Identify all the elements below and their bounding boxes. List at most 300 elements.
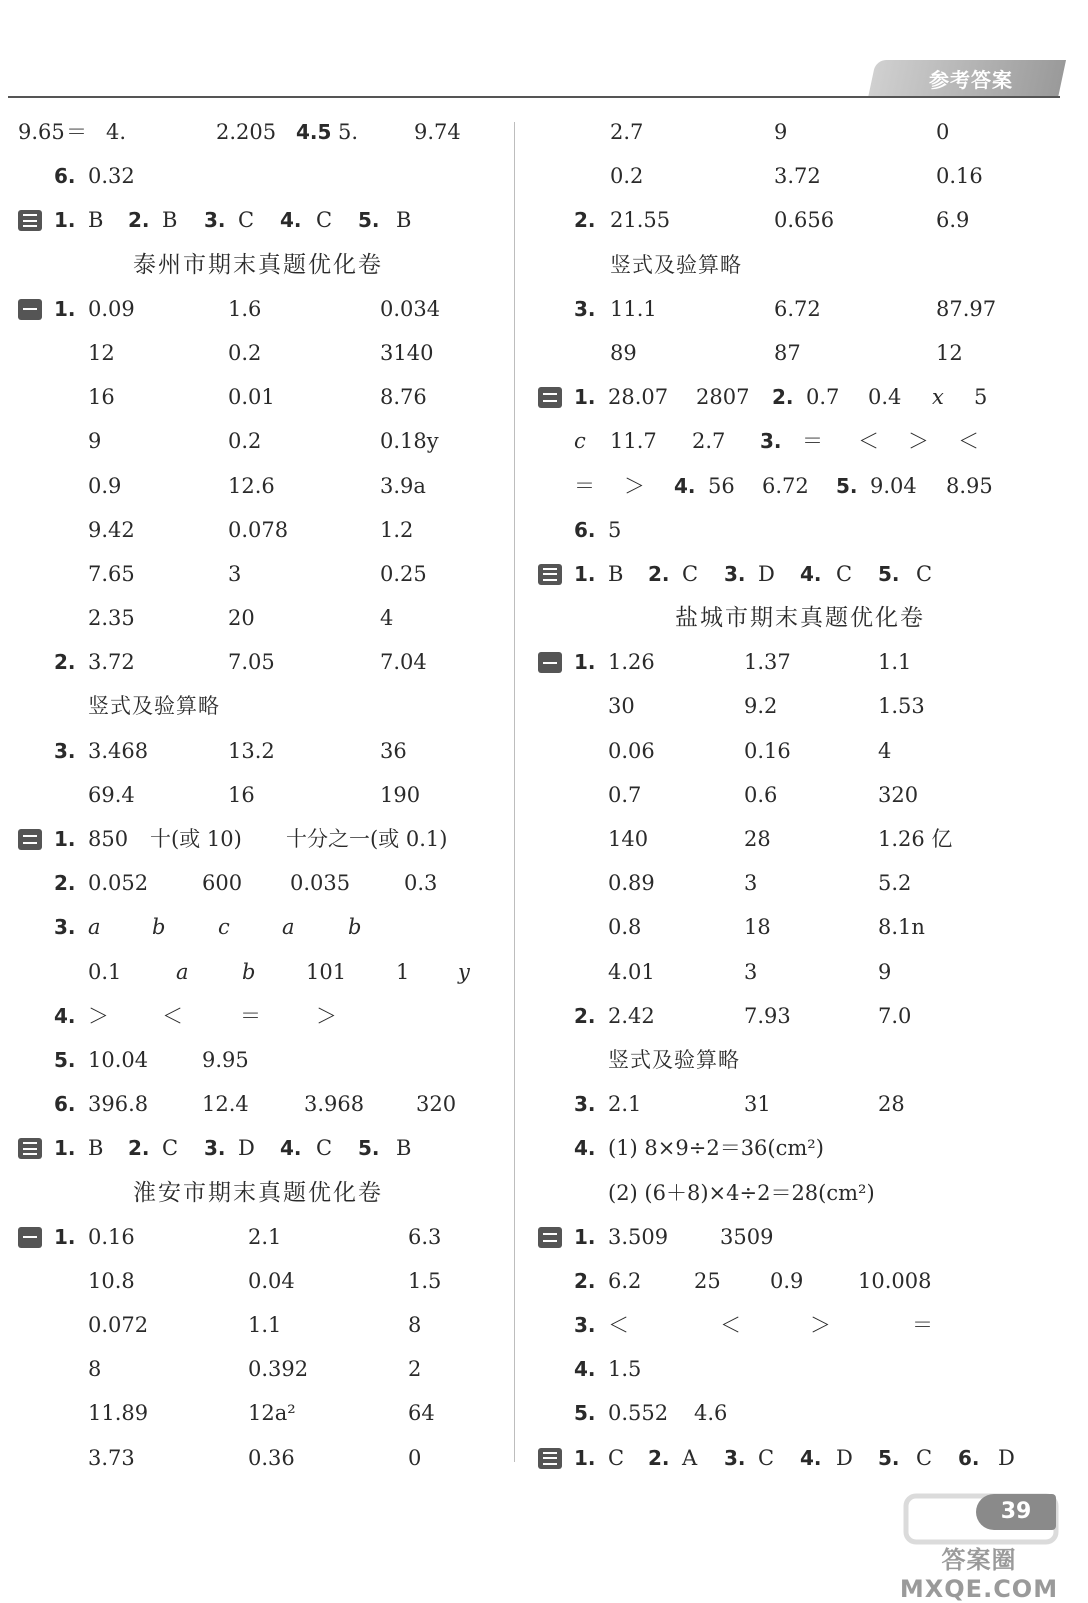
question-number: 4. <box>800 1445 822 1470</box>
watermark-text <box>896 1540 1062 1603</box>
header-rule <box>8 96 1060 98</box>
answer-value: 0.32 <box>88 164 135 189</box>
question-number: 3. <box>760 429 782 454</box>
answer-value: 0.6 <box>744 782 778 807</box>
answer-row <box>538 1303 1062 1347</box>
answer-value: 13.2 <box>228 738 275 763</box>
answer-row <box>538 1436 1062 1480</box>
header-tab-label: 参考答案 <box>929 68 1013 92</box>
answer-value: 2.42 <box>608 1003 655 1028</box>
answer-row <box>18 1126 498 1170</box>
answer-value: 12 <box>936 340 963 365</box>
question-number: 1. <box>54 296 76 321</box>
answer-row <box>18 552 498 596</box>
question-number: 2. <box>574 1268 596 1293</box>
answer-value: 5 <box>974 385 988 410</box>
answer-value: 87 <box>774 340 801 365</box>
answer-row <box>538 1215 1062 1259</box>
answer-value: 101 <box>306 959 347 984</box>
section-badge-icon <box>18 829 42 850</box>
answer-row <box>18 861 498 905</box>
answer-row <box>18 684 498 728</box>
answer-value: 12.6 <box>228 473 275 498</box>
answer-value: B <box>88 1136 104 1161</box>
section-badge-icon <box>18 1138 42 1159</box>
answer-value: 2.7 <box>610 120 644 144</box>
answer-value: 3.72 <box>88 650 135 675</box>
section-badge-icon <box>538 387 562 408</box>
answer-value: ＞ <box>624 473 645 498</box>
answer-value: 3.468 <box>88 738 149 763</box>
answer-value: a <box>176 959 189 984</box>
answer-row <box>538 596 1062 640</box>
answer-value: 2.35 <box>88 606 135 631</box>
question-number: 2. <box>648 561 670 586</box>
answer-value: 4.6 <box>694 1401 728 1426</box>
answer-value: D <box>836 1445 853 1470</box>
question-number: 1. <box>54 1136 76 1161</box>
answer-value: 8.1n <box>878 915 925 940</box>
answer-value: 0.656 <box>774 208 835 233</box>
answer-value: 0.09 <box>88 296 135 321</box>
question-number: 2. <box>772 385 794 410</box>
question-number: 2. <box>648 1445 670 1470</box>
answer-value: 9.74 <box>414 120 461 144</box>
answer-value: 3.968 <box>304 1092 365 1117</box>
answer-row <box>18 950 498 994</box>
answer-value: C <box>836 561 853 586</box>
answer-value: 0.2 <box>228 429 262 454</box>
answer-value: 0.06 <box>608 738 655 763</box>
answer-value: C <box>162 1136 179 1161</box>
answer-value: 0.04 <box>248 1268 295 1293</box>
answer-row <box>18 773 498 817</box>
answer-value: a <box>282 915 295 940</box>
exam-title: 盐城市期末真题优化卷 <box>675 605 925 632</box>
question-number: 4.5 <box>296 120 332 144</box>
answer-value: 十分之一(或 0.1) <box>286 827 448 851</box>
answer-value: 9.65 <box>18 120 65 144</box>
answer-value: 56 <box>708 473 735 498</box>
answer-value: ＞ <box>316 1003 337 1028</box>
note-text: 竖式及验算略 <box>610 252 742 277</box>
answer-row <box>538 110 1062 154</box>
answer-value: 6.9 <box>936 208 970 233</box>
question-number: 2. <box>128 208 150 233</box>
answer-value: 0.1 <box>88 959 122 984</box>
answer-value: y <box>458 959 470 984</box>
section-badge-icon <box>538 564 562 585</box>
answer-value: 320 <box>416 1092 457 1117</box>
answer-value: 140 <box>608 827 649 851</box>
answer-value: 1 <box>396 959 410 984</box>
answer-value: 0.89 <box>608 871 655 896</box>
exam-title: 泰州市期末真题优化卷 <box>133 251 383 278</box>
answer-value: 11.89 <box>88 1401 149 1426</box>
answer-row <box>18 1038 498 1082</box>
answer-row <box>538 684 1062 728</box>
section-badge-icon <box>538 1227 562 1248</box>
question-number: 1. <box>574 650 596 675</box>
section-badge-icon <box>18 299 42 320</box>
question-number: 3. <box>574 296 596 321</box>
question-number: 5. <box>358 208 380 233</box>
answer-value: 36 <box>380 738 407 763</box>
answer-value: ＝ <box>912 1313 933 1338</box>
question-number: 5. <box>878 1445 900 1470</box>
answer-value: ＝ <box>66 120 87 144</box>
answer-value: 1.26 <box>608 650 655 675</box>
answer-value: 16 <box>228 782 255 807</box>
answer-value: 28 <box>744 827 771 851</box>
question-number: 1. <box>54 208 76 233</box>
answer-row <box>538 1171 1062 1215</box>
answer-value: 8 <box>408 1313 422 1338</box>
answer-value: 0.36 <box>248 1445 295 1470</box>
answer-row <box>18 508 498 552</box>
answer-row <box>538 243 1062 287</box>
answer-value: b <box>348 915 362 940</box>
answer-row <box>18 994 498 1038</box>
answer-value: C <box>682 561 699 586</box>
answer-row <box>538 154 1062 198</box>
answer-value: 7.05 <box>228 650 275 675</box>
exam-title: 淮安市期末真题优化卷 <box>133 1179 383 1206</box>
answer-row <box>538 729 1062 773</box>
question-number: 3. <box>574 1092 596 1117</box>
question-number: 5. <box>836 473 858 498</box>
answer-value: 3 <box>228 561 242 586</box>
question-number: 5. <box>358 1136 380 1161</box>
answer-value: 6.3 <box>408 1224 442 1249</box>
answer-value: ＞ <box>908 429 929 454</box>
question-number: 3. <box>54 915 76 940</box>
answer-value: 0.16 <box>744 738 791 763</box>
answer-value: ＞ <box>88 1003 109 1028</box>
answer-value: 0.7 <box>806 385 840 410</box>
question-number: 1. <box>54 827 76 851</box>
answer-value: 0.552 <box>608 1401 669 1426</box>
answer-value: 9.04 <box>870 473 917 498</box>
answer-value: 3509 <box>720 1224 774 1249</box>
note-text: 竖式及验算略 <box>608 1047 740 1072</box>
question-number: 3. <box>724 561 746 586</box>
answer-value: 0.25 <box>380 561 427 586</box>
answer-row <box>538 905 1062 949</box>
answer-row <box>18 243 498 287</box>
answer-value: 1.1 <box>878 650 912 675</box>
question-number: 4. <box>800 561 822 586</box>
answer-value: 28 <box>878 1092 905 1117</box>
answer-value: D <box>238 1136 255 1161</box>
answer-value: 18 <box>744 915 771 940</box>
answer-row <box>18 1171 498 1215</box>
answer-value: 11.1 <box>610 296 657 321</box>
answer-value: 0.8 <box>608 915 642 940</box>
answer-row <box>18 464 498 508</box>
answer-value: 0.9 <box>770 1268 804 1293</box>
question-number: 3. <box>574 1313 596 1338</box>
answer-value: D <box>758 561 775 586</box>
question-number: 1. <box>54 1224 76 1249</box>
answer-value: 12a² <box>248 1401 296 1426</box>
answer-value: 0.4 <box>868 385 902 410</box>
answer-value: 9 <box>878 959 892 984</box>
answer-row <box>538 1391 1062 1435</box>
answer-value: 0.072 <box>88 1313 149 1338</box>
answer-value: ＝ <box>574 473 595 498</box>
answer-row <box>18 1391 498 1435</box>
answer-row <box>538 1126 1062 1170</box>
question-number: 3. <box>204 1136 226 1161</box>
answer-value: C <box>758 1445 775 1470</box>
answer-value: 3 <box>744 871 758 896</box>
answer-value: 6.72 <box>774 296 821 321</box>
answer-value: b <box>152 915 166 940</box>
question-number: 1. <box>574 1445 596 1470</box>
answer-row <box>538 1259 1062 1303</box>
answer-value: 7.04 <box>380 650 427 675</box>
answer-value: 0.035 <box>290 871 351 896</box>
answer-value: 2.7 <box>692 429 726 454</box>
question-number: 1. <box>574 385 596 410</box>
answer-row <box>538 331 1062 375</box>
answer-value: 4 <box>380 606 394 631</box>
question-number: 6. <box>958 1445 980 1470</box>
question-number: 4. <box>54 1003 76 1028</box>
question-number: 5. <box>878 561 900 586</box>
answer-value: (1) 8×9÷2＝36(cm²) <box>608 1136 824 1161</box>
answer-value: 30 <box>608 694 635 719</box>
answer-value: 0.18y <box>380 429 439 454</box>
answer-value: ＝ <box>240 1003 261 1028</box>
answer-value: c <box>218 915 230 940</box>
answer-value: 10.04 <box>88 1047 149 1072</box>
question-number: 1. <box>574 561 596 586</box>
answer-value: 1.5 <box>608 1357 642 1382</box>
question-number: 6. <box>54 164 76 189</box>
answer-row <box>18 375 498 419</box>
answer-value: (2) (6＋8)×4÷2＝28(cm²) <box>608 1180 875 1205</box>
column-divider <box>514 122 515 1462</box>
answer-row <box>18 817 498 861</box>
answer-value: c <box>574 429 586 454</box>
answer-value: ＜ <box>958 429 979 454</box>
answer-row <box>538 419 1062 463</box>
answer-row <box>18 154 498 198</box>
question-number: 4. <box>280 208 302 233</box>
question-number: 2. <box>128 1136 150 1161</box>
answer-value: 21.55 <box>610 208 671 233</box>
answer-value: 0.034 <box>380 296 441 321</box>
answer-value: 20 <box>228 606 255 631</box>
answer-value: 3.509 <box>608 1224 669 1249</box>
answer-row <box>18 596 498 640</box>
question-number: 5. <box>574 1401 596 1426</box>
section-badge-icon <box>538 1448 562 1469</box>
answer-row <box>18 1303 498 1347</box>
answer-row <box>18 287 498 331</box>
answer-value: 0 <box>408 1445 422 1470</box>
answer-row <box>18 729 498 773</box>
question-number: 2. <box>574 1003 596 1028</box>
answer-row <box>538 994 1062 1038</box>
answer-value: 1.1 <box>248 1313 282 1338</box>
answer-value: 10.8 <box>88 1268 135 1293</box>
answer-value: 3.9a <box>380 473 426 498</box>
answer-value: 2 <box>408 1357 422 1382</box>
answer-value: 7.93 <box>744 1003 791 1028</box>
answer-value: x <box>932 385 944 410</box>
answer-value: 9.95 <box>202 1047 249 1072</box>
answer-value: 8.76 <box>380 385 427 410</box>
page-number: 39 <box>976 1494 1056 1530</box>
answer-value: ＝ <box>802 429 823 454</box>
answer-value: 3 <box>744 959 758 984</box>
answer-row <box>18 419 498 463</box>
answer-value: C <box>316 208 333 233</box>
answer-value: 0.078 <box>228 517 289 542</box>
answer-value: 9 <box>774 120 788 144</box>
answer-value: 600 <box>202 871 243 896</box>
answer-value: 12 <box>88 340 115 365</box>
answer-value: ＜ <box>858 429 879 454</box>
answer-row <box>538 375 1062 419</box>
answer-value: 28.07 <box>608 385 669 410</box>
answer-value: a <box>88 915 101 940</box>
answer-value: 1.37 <box>744 650 791 675</box>
answer-value: 7.65 <box>88 561 135 586</box>
answer-value: 190 <box>380 782 421 807</box>
answer-value: 6.72 <box>762 473 809 498</box>
answer-row <box>18 110 498 154</box>
answer-row <box>538 464 1062 508</box>
left-column <box>18 110 498 1480</box>
answer-row <box>18 1347 498 1391</box>
answer-row <box>18 1259 498 1303</box>
answer-value: 1.2 <box>380 517 414 542</box>
question-number: 1. <box>574 1224 596 1249</box>
answer-value: ＞ <box>810 1313 831 1338</box>
answer-value: 3.73 <box>88 1445 135 1470</box>
answer-value: ＜ <box>162 1003 183 1028</box>
answer-value: 89 <box>610 340 637 365</box>
answer-value: 1.6 <box>228 296 262 321</box>
answer-value: 69.4 <box>88 782 135 807</box>
answer-value: 320 <box>878 782 919 807</box>
section-badge-icon <box>18 1227 42 1248</box>
answer-value: C <box>916 1445 933 1470</box>
question-number: 3. <box>204 208 226 233</box>
answer-value: 396.8 <box>88 1092 149 1117</box>
answer-value: 0.9 <box>88 473 122 498</box>
answer-value: 0.2 <box>228 340 262 365</box>
answer-value: 2.1 <box>608 1092 642 1117</box>
answer-value: 4. <box>106 120 127 144</box>
answer-value: B <box>396 1136 412 1161</box>
question-number: 4. <box>574 1357 596 1382</box>
question-number: 4. <box>574 1136 596 1161</box>
answer-value: B <box>608 561 624 586</box>
answer-value: 5.2 <box>878 871 912 896</box>
answer-value: 5 <box>608 517 622 542</box>
answer-row <box>538 1038 1062 1082</box>
answer-value: 9.2 <box>744 694 778 719</box>
answer-value: B <box>88 208 104 233</box>
answer-value: 5. <box>338 120 359 144</box>
answer-row <box>538 640 1062 684</box>
answer-value: 16 <box>88 385 115 410</box>
answer-value: 3140 <box>380 340 434 365</box>
answer-value: D <box>998 1445 1015 1470</box>
answer-value: 0.2 <box>610 164 644 189</box>
answer-value: 0.16 <box>88 1224 135 1249</box>
section-badge-icon <box>18 210 42 231</box>
answer-value: 9 <box>88 429 102 454</box>
answer-value: 31 <box>744 1092 771 1117</box>
answer-row <box>538 552 1062 596</box>
question-number: 2. <box>574 208 596 233</box>
question-number: 6. <box>574 517 596 542</box>
answer-value: 8.95 <box>946 473 993 498</box>
answer-row <box>18 198 498 242</box>
answer-row <box>18 331 498 375</box>
answer-value: ＜ <box>608 1313 629 1338</box>
question-number: 6. <box>54 1092 76 1117</box>
answer-value: A <box>682 1445 698 1470</box>
answer-value: 6.2 <box>608 1268 642 1293</box>
answer-value: 12.4 <box>202 1092 249 1117</box>
answer-value: 0.7 <box>608 782 642 807</box>
answer-value: 1.53 <box>878 694 925 719</box>
answer-value: 0.052 <box>88 871 149 896</box>
answer-value: b <box>242 959 256 984</box>
answer-value: 3.72 <box>774 164 821 189</box>
answer-value: C <box>608 1445 625 1470</box>
answer-row <box>538 198 1062 242</box>
answer-value: 0.01 <box>228 385 275 410</box>
answer-value: 1.26 亿 <box>878 827 953 851</box>
answer-value: B <box>162 208 178 233</box>
question-number: 5. <box>54 1047 76 1072</box>
answer-row <box>18 640 498 684</box>
answer-value: ＜ <box>720 1313 741 1338</box>
answer-value: 2.205 <box>216 120 277 144</box>
answer-row <box>538 508 1062 552</box>
answer-value: B <box>396 208 412 233</box>
question-number: 2. <box>54 650 76 675</box>
watermark-line2: MXQE.COM <box>899 1575 1059 1603</box>
question-number: 2. <box>54 871 76 896</box>
answer-value: 64 <box>408 1401 435 1426</box>
answer-value: 850 <box>88 827 129 851</box>
answer-value: 87.97 <box>936 296 997 321</box>
answer-value: 0.16 <box>936 164 983 189</box>
answer-value: 1.5 <box>408 1268 442 1293</box>
answer-row <box>538 773 1062 817</box>
answer-row <box>538 817 1062 861</box>
answer-value: 7.0 <box>878 1003 912 1028</box>
answer-row <box>538 1082 1062 1126</box>
answer-row <box>538 1347 1062 1391</box>
answer-value: C <box>238 208 255 233</box>
answer-row <box>18 905 498 949</box>
answer-value: 2.1 <box>248 1224 282 1249</box>
answer-row <box>18 1215 498 1259</box>
answer-row <box>18 1082 498 1126</box>
watermark-line1: 答案圈 <box>941 1546 1017 1574</box>
answer-row <box>538 950 1062 994</box>
